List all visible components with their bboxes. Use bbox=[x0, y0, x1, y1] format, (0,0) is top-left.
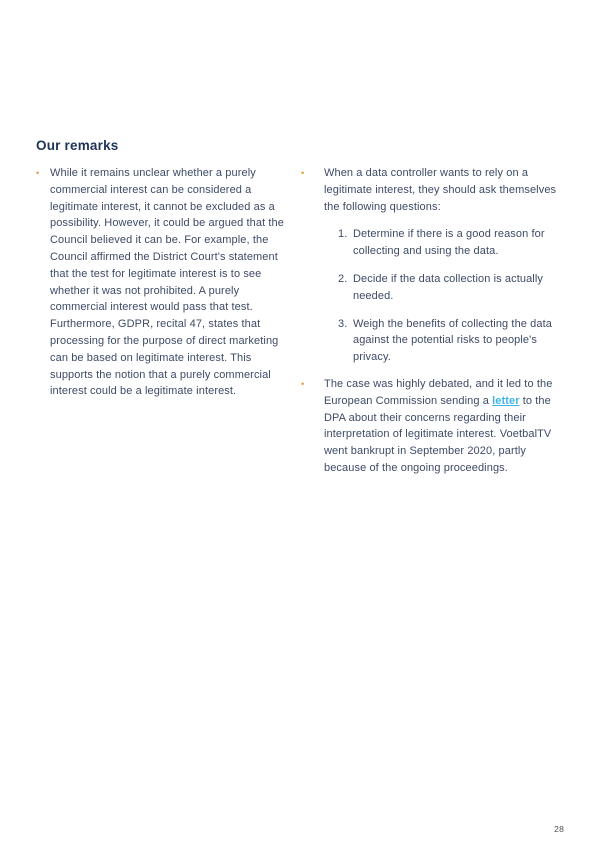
list-item bbox=[301, 165, 568, 215]
left-bullet-paragraph: While it remains unclear whether a purely commercial interest can be considered a legitimate interest, it cannot be excluded as a possibility. However, it could be argued that the Council believed it can be. For example, the Council affirmed the District Court's statement that the test for legitimate interest is to see whether it was not prohibited. A purely commercial interest would pass that test. Furthermore, GDPR, recital 47, states that processing for the purpose of direct marketing can be based on legitimate interest. This supports the notion that a purely commercial interest could be a legitimate interest. bbox=[50, 167, 284, 398]
bullet-icon: • bbox=[301, 168, 305, 178]
numbered-item-2 bbox=[338, 271, 568, 305]
item-number: 3. bbox=[338, 317, 348, 330]
page-title: Our remarks bbox=[36, 138, 119, 153]
item-number: 2. bbox=[338, 272, 348, 285]
item-number: 1. bbox=[338, 228, 348, 241]
right-column bbox=[301, 165, 568, 486]
numbered-list bbox=[338, 226, 568, 366]
right-bullet-paragraph-case bbox=[324, 376, 568, 477]
right-bullet-paragraph-questions: When a data controller wants to rely on a legitimate interest, they should ask themselves the following questions: bbox=[324, 167, 557, 213]
content-area bbox=[36, 138, 568, 486]
numbered-item-3 bbox=[338, 316, 568, 366]
spacer bbox=[301, 366, 568, 376]
numbered-item-1 bbox=[338, 226, 568, 260]
list-item bbox=[36, 165, 297, 400]
item-text: Weigh the benefits of collecting the data against the potential risks to people's privacy. bbox=[353, 317, 552, 364]
left-column bbox=[36, 165, 297, 486]
item-text: Determine if there is a good reason for collecting and using the data. bbox=[353, 228, 545, 258]
two-column-layout bbox=[36, 165, 568, 486]
bullet-icon: • bbox=[301, 378, 305, 389]
item-text: Decide if the data collection is actually needed. bbox=[353, 272, 543, 302]
list-item bbox=[301, 376, 568, 477]
paragraph-text-before-link: The case was highly debated, and it led to the European Commission sending a bbox=[324, 377, 553, 407]
page-number: 28 bbox=[554, 824, 564, 834]
bullet-icon: • bbox=[36, 168, 40, 178]
paragraph-text-after-link: to the DPA about their concerns regarding their interpretation of legitimate interest. VoetbalTV went bankrupt in September 2020, partly because of the ongoing proceedings. bbox=[324, 394, 552, 474]
letter-link[interactable]: letter bbox=[492, 394, 520, 407]
